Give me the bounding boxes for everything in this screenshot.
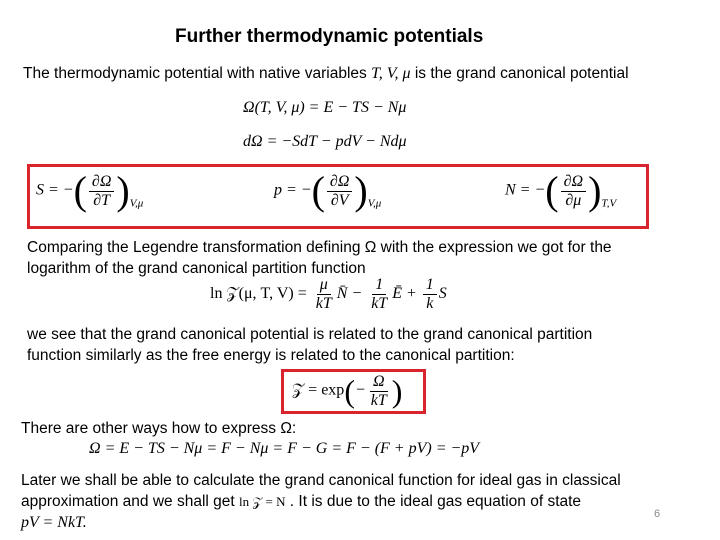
particle-num: ∂Ω: [561, 173, 586, 192]
later-text-b: . It is due to the ideal gas equation of state: [289, 493, 582, 510]
pressure-derivative: p = −( $\frac{\partial\Omega}{\partial V}$ )$_{V,\mu}$: [274, 168, 382, 213]
particle-lhs: N = −: [505, 181, 546, 199]
intro-text: The thermodynamic potential with native variables: [23, 65, 367, 82]
particle-den: ∂μ: [565, 191, 582, 209]
lnz-f1-den: kT: [315, 295, 332, 312]
entropy-lhs: S = −: [36, 181, 74, 199]
paragraph-legendre-2: logarithm of the grand canonical partition function: [27, 260, 366, 277]
lnz-f2-den: kT: [371, 295, 388, 312]
particle-sub: T,V: [601, 197, 617, 210]
equation-ln-partition: [210, 276, 447, 313]
equation-omega: Ω(T, V, μ) = E − TS − Nμ: [243, 99, 407, 116]
lnz-f3-den: k: [426, 295, 434, 312]
lnz-f1-num: μ: [317, 276, 331, 295]
pressure-num: ∂Ω: [327, 173, 352, 192]
lnz-f3-num: 1: [423, 276, 437, 295]
pressure-den: ∂V: [330, 191, 349, 209]
paragraph-other-ways: There are other ways how to express Ω:: [21, 420, 297, 437]
equation-partition-exp: 𝒵 = exp(− $\frac{\Omega}{kT}$ ): [292, 372, 403, 409]
equation-domega: dΩ = −SdT − pdV − Ndμ: [243, 133, 407, 150]
exp-den: kT: [370, 391, 387, 409]
entropy-den: ∂T: [93, 191, 111, 209]
paragraph-legendre-1: Comparing the Legendre transformation defining Ω with the expression we got for the: [27, 239, 612, 256]
paragraph-relation-1: we see that the grand canonical potential is related to the grand canonical partition: [27, 326, 593, 343]
later-inline-eq: ln 𝒵 = N: [239, 494, 286, 509]
paragraph-later-1: Later we shall be able to calculate the grand canonical function for ideal gas in classical: [21, 472, 621, 489]
intro-vars: T, V, μ: [371, 65, 411, 82]
paragraph-later-3: pV = NkT.: [21, 514, 87, 531]
intro-tail: is the grand canonical potential: [414, 65, 629, 82]
page-number: 6: [654, 508, 661, 520]
lnz-t2: Ē +: [392, 285, 417, 303]
paragraph-relation-2: function similarly as the free energy is related to the canonical partition:: [27, 347, 515, 364]
lnz-t1: N̄ −: [336, 285, 363, 303]
lnz-t3: S: [438, 285, 447, 303]
entropy-derivative: S = −( $\frac{\partial\Omega}{\partial T}$ )$_{V,\mu}$: [36, 168, 144, 213]
entropy-sub: V,μ: [129, 197, 144, 210]
exp-minus: −: [354, 381, 366, 399]
pressure-sub: V,μ: [367, 197, 382, 210]
particle-number-derivative: N = −( $\frac{\partial\Omega}{\partial\mu}$ )$_{T,V}$: [505, 168, 617, 213]
exp-num: Ω: [370, 373, 388, 392]
lnz-f2-num: 1: [372, 276, 386, 295]
pressure-lhs: p = −: [274, 181, 312, 199]
later-text-a: approximation and we shall get: [21, 493, 235, 510]
equation-omega-forms: Ω = E − TS − Nμ = F − Nμ = F − G = F − (F + pV) = −pV: [89, 440, 480, 457]
intro-line: [23, 63, 629, 84]
entropy-num: ∂Ω: [89, 173, 114, 192]
slide-title: Further thermodynamic potentials: [175, 26, 484, 47]
lnz-lhs: ln 𝒵(μ, T, V) =: [210, 285, 307, 303]
exp-lhs: 𝒵 = exp: [292, 381, 345, 399]
paragraph-later-2: [21, 491, 581, 512]
